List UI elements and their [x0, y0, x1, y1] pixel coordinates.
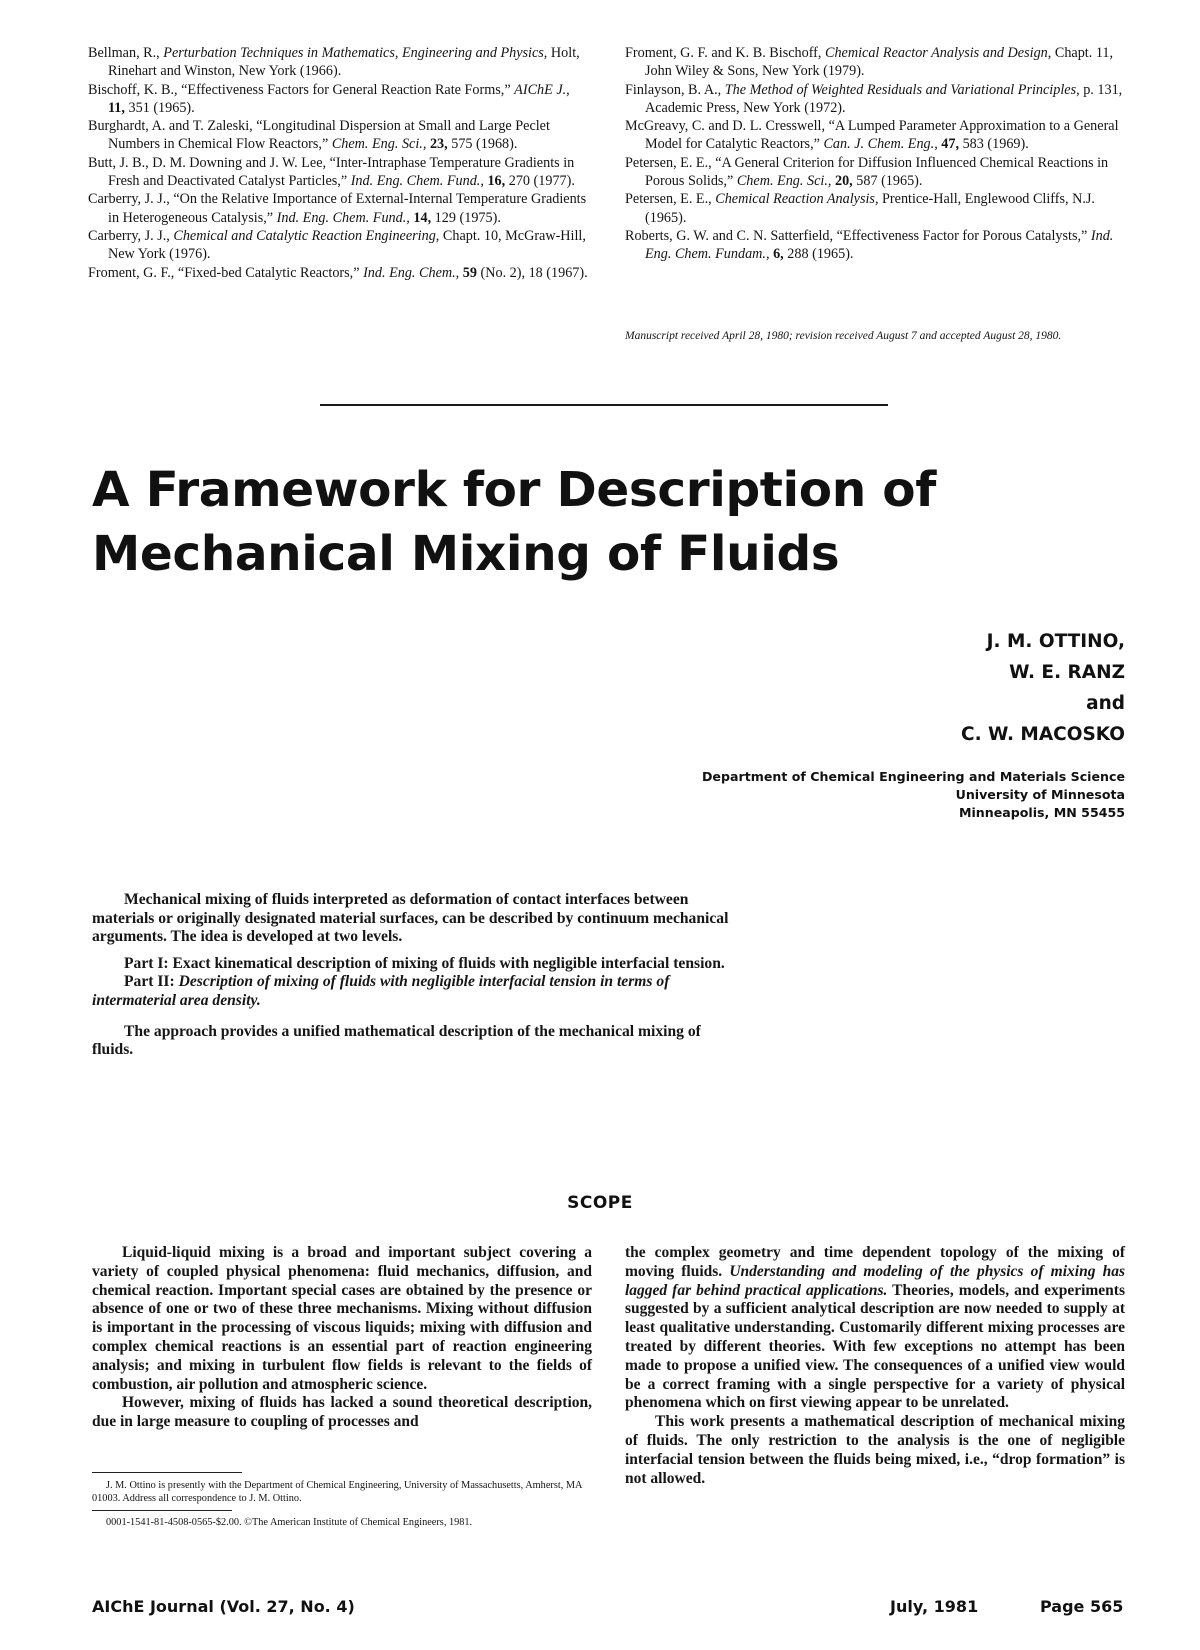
author-3: C. W. MACOSKO: [961, 724, 1125, 745]
reference-authors: Carberry, J. J.,: [88, 227, 170, 244]
reference-vol: 16,: [487, 173, 506, 190]
affiliation-university: University of Minnesota: [955, 787, 1125, 802]
reference-authors: Finlayson, B. A.,: [625, 81, 722, 98]
footer-page-number: Page 565: [1040, 1597, 1124, 1616]
abstract-part-2-label: Part II:: [124, 973, 175, 991]
reference-entry: [625, 44, 1125, 81]
abstract-paragraph: Mechanical mixing of fluids interpreted as deformation of contact interfaces between materials or originally designated material surfaces, can be described by continuum mechanical arguments. The idea is developed at two levels.: [92, 891, 729, 946]
manuscript-note: Manuscript received April 28, 1980; revision received August 7 and accepted August 28, 1980.: [625, 330, 1062, 342]
author-1: J. M. OTTINO,: [986, 631, 1125, 652]
footer-date: July, 1981: [890, 1597, 979, 1616]
author-list: [961, 626, 1125, 750]
references-left-column: [88, 44, 588, 282]
reference-title: Can. J. Chem. Eng.,: [823, 136, 938, 153]
reference-entry: [625, 154, 1125, 191]
references-right-column: [625, 44, 1125, 264]
reference-title: Chemical and Catalytic Reaction Engineering,: [173, 227, 440, 244]
affiliation: [702, 768, 1125, 822]
scope-paragraph-3-emphasis: Understanding and modeling of the physics of mixing has lagged far behind practical applications.: [625, 1262, 1126, 1299]
reference-title: Ind. Eng. Chem. Fund.,: [350, 173, 484, 190]
footnote-divider: [92, 1472, 242, 1473]
reference-entry: [625, 117, 1125, 154]
footnote-author: J. M. Ottino is presently with the Department of Chemical Engineering, University of Massachusetts, Amherst, MA 01003. Address all correspondence to J. M. Ottino.: [92, 1480, 582, 1504]
reference-rest: p. 131, Academic Press, New York (1972).: [645, 81, 1123, 116]
scope-right-column: [625, 1244, 1125, 1488]
reference-rest: 587 (1965).: [856, 173, 923, 190]
scope-paragraph-1: Liquid-liquid mixing is a broad and important subject covering a variety of coupled physical phenomena: fluid mechanics, diffusion, and chemical reaction. Important special cases are obtained by the presence or absence of one or two of these three mechanisms. Mixing without diffusion is important in the processing of viscous liquids; mixing with diffusion and complex chemical reactions is an essential part of reaction engineering analysis; and mixing in turbulent flow fields is relevant to the fields of combustion, air pollution and atmospheric science.: [92, 1244, 592, 1393]
reference-entry: [625, 190, 1125, 227]
footer-journal: AIChE Journal (Vol. 27, No. 4): [92, 1597, 355, 1616]
reference-authors: Bischoff, K. B., “Effectiveness Factors for General Reaction Rate Forms,”: [88, 81, 511, 98]
reference-entry: [88, 190, 588, 227]
reference-title: Ind. Eng. Chem. Fundam.,: [645, 227, 1114, 263]
article-title: A Framework for Description of Mechanical Mixing of Fluids: [92, 462, 936, 582]
reference-entry: [625, 227, 1125, 264]
abstract-part-2: [92, 973, 744, 1010]
reference-entry: [88, 81, 588, 118]
reference-title: Ind. Eng. Chem.,: [363, 264, 460, 281]
reference-entry: [88, 264, 588, 282]
scope-paragraph-3-c: Theories, models, and experiments suggested by a sufficient analytical description are now needed to supply at least qualitative understanding. Customarily different mixing processes are treated by different theories. With few exceptions no attempt has been made to propose a unified view. The consequences of a unified view would be a correct framing with a single perspective for a variety of physical phenomena which on first viewing appear to be unrelated.: [625, 1281, 1125, 1412]
reference-entry: [88, 227, 588, 264]
reference-vol: 14,: [413, 209, 432, 226]
reference-rest: (No. 2), 18 (1967).: [480, 264, 588, 281]
reference-title: Chemical Reaction Analysis,: [715, 191, 879, 208]
reference-rest: 129 (1975).: [434, 209, 501, 226]
reference-authors: Petersen, E. E.,: [625, 191, 712, 208]
abstract: [92, 891, 744, 1060]
reference-rest: 575 (1968).: [451, 136, 518, 153]
affiliation-department: Department of Chemical Engineering and Materials Science: [701, 769, 1125, 784]
scope-paragraph-2: However, mixing of fluids has lacked a sound theoretical description, due in large measure to coupling of processes and: [92, 1394, 592, 1431]
reference-authors: Bellman, R.,: [88, 45, 160, 61]
reference-entry: [88, 154, 588, 191]
reference-entry: [88, 117, 588, 154]
reference-authors: Burghardt, A. and T. Zaleski, “Longitudinal Dispersion at Small and Large Peclet Numbers in Chemical Flow Reactors,”: [88, 118, 550, 153]
reference-title: Ind. Eng. Chem. Fund.,: [276, 209, 410, 226]
reference-title: Chemical Reactor Analysis and Design,: [824, 45, 1052, 61]
abstract-part-1: Part I: Exact kinematical description of mixing of fluids with negligible interfacial tension.: [124, 954, 725, 972]
affiliation-address: Minneapolis, MN 55455: [958, 805, 1125, 820]
scope-paragraph-3-a: the complex geometry and time dependent topology of the mixing of moving fluids.: [625, 1244, 1125, 1280]
reference-vol: 23,: [429, 136, 448, 153]
reference-authors: Petersen, E. E., “A General Criterion for Diffusion Influenced Chemical Reactions in Porous Solids,”: [625, 154, 1109, 190]
author-2: W. E. RANZ: [1009, 662, 1125, 683]
reference-vol: 20,: [834, 173, 853, 190]
reference-rest: 288 (1965).: [787, 246, 854, 263]
footnote-copyright: 0001-1541-81-4508-0565-$2.00. ©The American Institute of Chemical Engineers, 1981.: [106, 1517, 473, 1528]
scope-paragraph-4: This work presents a mathematical description of mechanical mixing of fluids. The only restriction to the analysis is the one of negligible interfacial tension between the fluids being mixed, i.e., “drop formation” is not allowed.: [625, 1413, 1125, 1487]
abstract-part-2-text: Description of mixing of fluids with negligible interfacial tension in terms of intermaterial area density.: [92, 973, 670, 1009]
reference-authors: Froment, G. F., “Fixed-bed Catalytic Reactors,”: [88, 264, 360, 281]
author-conjunction: and: [1086, 693, 1125, 714]
reference-title: Perturbation Techniques in Mathematics, Engineering and Physics,: [163, 45, 548, 61]
reference-vol: 11,: [108, 99, 125, 116]
reference-entry: [88, 44, 588, 81]
reference-rest: Holt, Rinehart and Winston, New York (1966).: [108, 45, 580, 80]
footnote-divider-2: [92, 1510, 232, 1511]
reference-title: The Method of Weighted Residuals and Variational Principles,: [724, 81, 1080, 98]
reference-rest: 270 (1977).: [508, 173, 575, 190]
reference-authors: Carberry, J. J., “On the Relative Importance of External-Internal Temperature Gradients in Heterogeneous Catalysis,”: [88, 191, 587, 226]
reference-title: AIChE J.,: [514, 81, 570, 98]
reference-authors: Butt, J. B., D. M. Downing and J. W. Lee, “Inter-Intraphase Temperature Gradients in Fresh and Deactivated Catalyst Particles,”: [88, 154, 575, 190]
reference-rest: 583 (1969).: [962, 136, 1029, 153]
reference-vol: 6,: [773, 246, 784, 263]
reference-entry: [625, 81, 1125, 118]
title-divider: [320, 404, 888, 406]
scope-heading: SCOPE: [567, 1193, 633, 1213]
reference-rest: Prentice-Hall, Englewood Cliffs, N.J. (1965).: [645, 191, 1095, 226]
reference-title: Chem. Eng. Sci.,: [331, 136, 427, 153]
reference-vol: 47,: [941, 136, 960, 153]
reference-rest: Chapt. 10, McGraw-Hill, New York (1976).: [108, 227, 586, 263]
reference-title: Chem. Eng. Sci.,: [736, 173, 832, 190]
reference-rest: 351 (1965).: [128, 99, 195, 116]
scope-paragraph-3: [625, 1244, 1125, 1413]
reference-vol: 59: [462, 264, 477, 281]
scope-left-column: [92, 1244, 592, 1432]
abstract-conclusion: The approach provides a unified mathematical description of the mechanical mixing of fluids.: [92, 1022, 701, 1059]
reference-rest: Chapt. 11, John Wiley & Sons, New York (1979).: [645, 45, 1114, 80]
reference-authors: Roberts, G. W. and C. N. Satterfield, “Effectiveness Factor for Porous Catalysts,”: [625, 227, 1088, 244]
reference-authors: McGreavy, C. and D. L. Cresswell, “A Lumped Parameter Approximation to a General Model for Catalytic Reactors,”: [625, 118, 1119, 153]
reference-authors: Froment, G. F. and K. B. Bischoff,: [625, 45, 822, 61]
